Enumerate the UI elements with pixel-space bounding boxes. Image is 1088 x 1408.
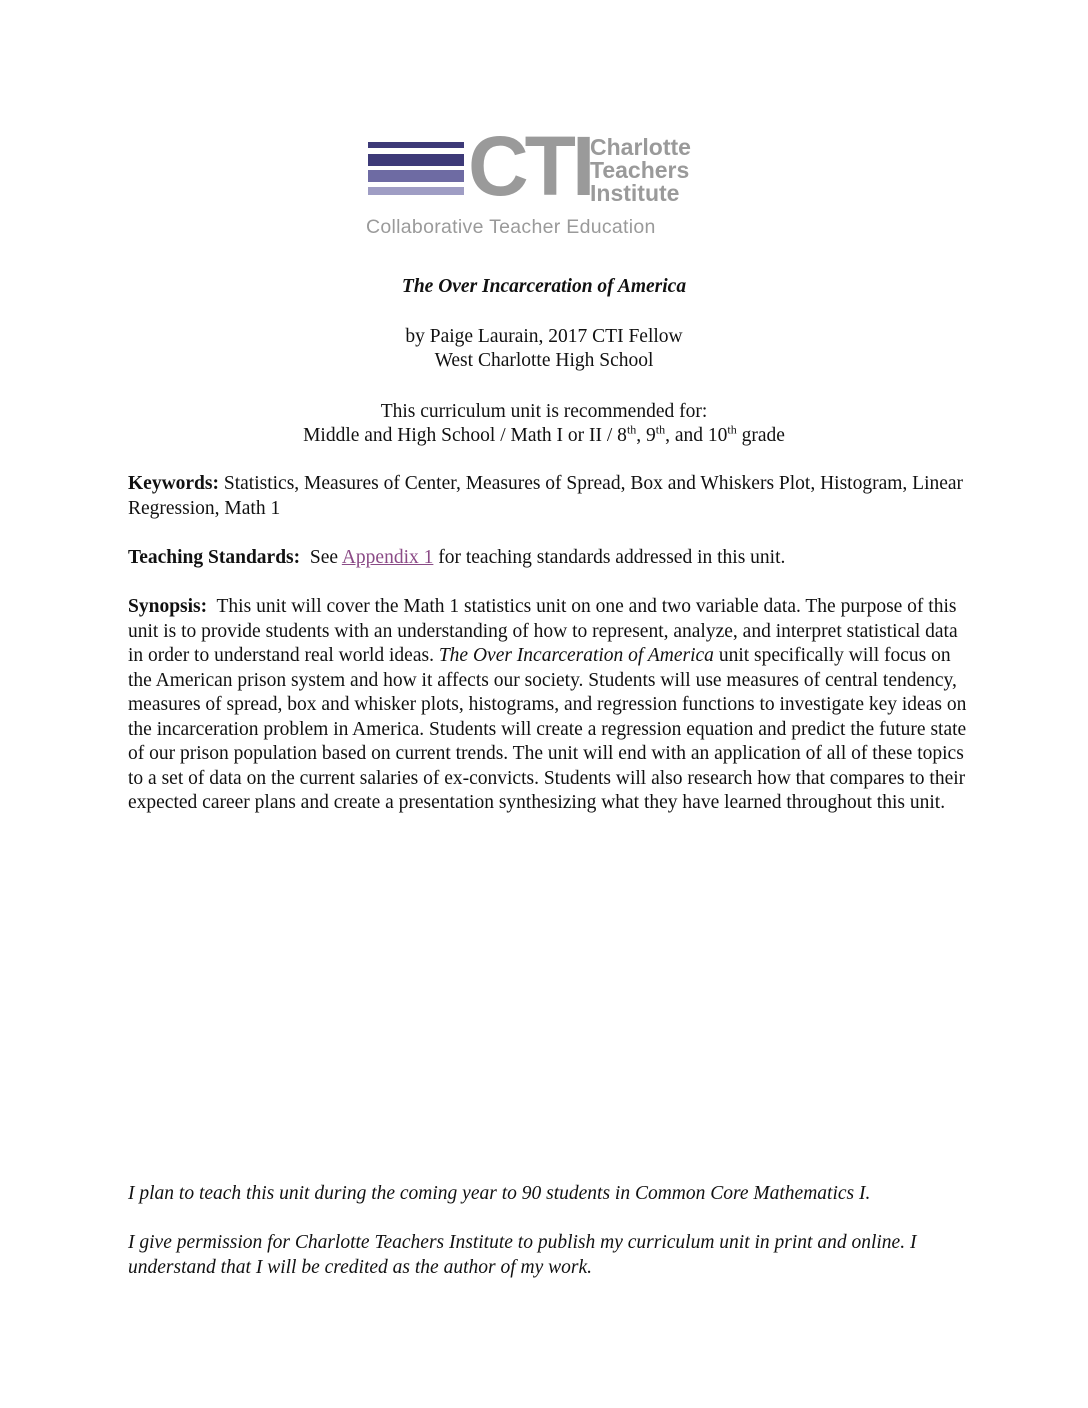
keywords-label: Keywords: [128,473,219,494]
recommendation-intro: This curriculum unit is recommended for: [380,401,708,422]
permission-statement: I give permission for Charlotte Teachers Institute to publish my curriculum unit in print and online. I understand that I will be credited as the author of my work. [128,1232,917,1278]
cti-logo [362,119,720,246]
grades-text: , 9 [636,425,656,446]
grade-suffix: th [655,422,666,437]
keywords-text: Statistics, Measures of Center, Measures of Spread, Box and Whiskers Plot, Histogram, Linear Regression, Math 1 [128,473,964,519]
unit-title: The Over Incarceration of America [401,276,687,297]
teaching-plan: I plan to teach this unit during the coming year to 90 students in Common Core Mathematics I. [128,1183,871,1204]
synopsis-title-ref: The Over Incarceration of America [438,645,714,666]
logo-org-name [590,136,691,205]
grades-prefix: Middle and High School / Math I or II / 8 [303,425,627,446]
synopsis-label: Synopsis: [128,596,208,617]
logo-org-line: Charlotte [590,134,691,160]
standards-pre: See [300,547,342,568]
logo-mark: CTI [468,119,592,213]
synopsis-text: This unit will cover the Math 1 statistics unit on one and two variable data. The purpose of this unit is to provide students with an understanding of how to represent, analyze, and interpret statistical data in order to understand real world ideas. [128,596,963,666]
recommendation [0,400,1088,448]
keywords-paragraph [128,472,968,521]
logo-org-line: Teachers [590,157,690,183]
grades-suffix: grade [736,425,785,446]
standards-post: for teaching standards addressed in this unit. [433,547,786,568]
logo-bar [368,170,464,182]
school-line: West Charlotte High School [434,350,654,371]
logo-bar [368,142,464,148]
logo-bar [368,154,464,166]
grades-text: , and 10 [665,425,728,446]
logo-bar [368,187,464,195]
grade-suffix: th [727,422,737,437]
synopsis-paragraph [128,595,968,816]
author-line: by Paige Laurain, 2017 CTI Fellow [405,326,683,347]
standards-label: Teaching Standards: [128,547,301,568]
appendix-link[interactable]: Appendix 1 [341,547,434,568]
standards-paragraph [128,546,968,571]
grade-suffix: th [626,422,637,437]
synopsis-text: unit specifically will focus on the American prison system and how it affects our society. Students will use measures of central tendency, measures of spread, box and whisker plots, histograms, and regression functions to investigate key ideas on the incarceration problem in America. Students will create a regression equation and predict the future state of our prison population based on current trends. The unit will end with an application of all of these topics to a set of data on the current salaries of ex-convicts. Students will also research how that compares to their expected career plans and create a presentation synthesizing what they have learned throughout this unit. [128,645,967,813]
byline [0,325,1088,373]
logo-tagline: Collaborative Teacher Education [366,216,656,238]
recommendation-grades [0,424,1088,448]
logo-org-line: Institute [590,180,680,206]
